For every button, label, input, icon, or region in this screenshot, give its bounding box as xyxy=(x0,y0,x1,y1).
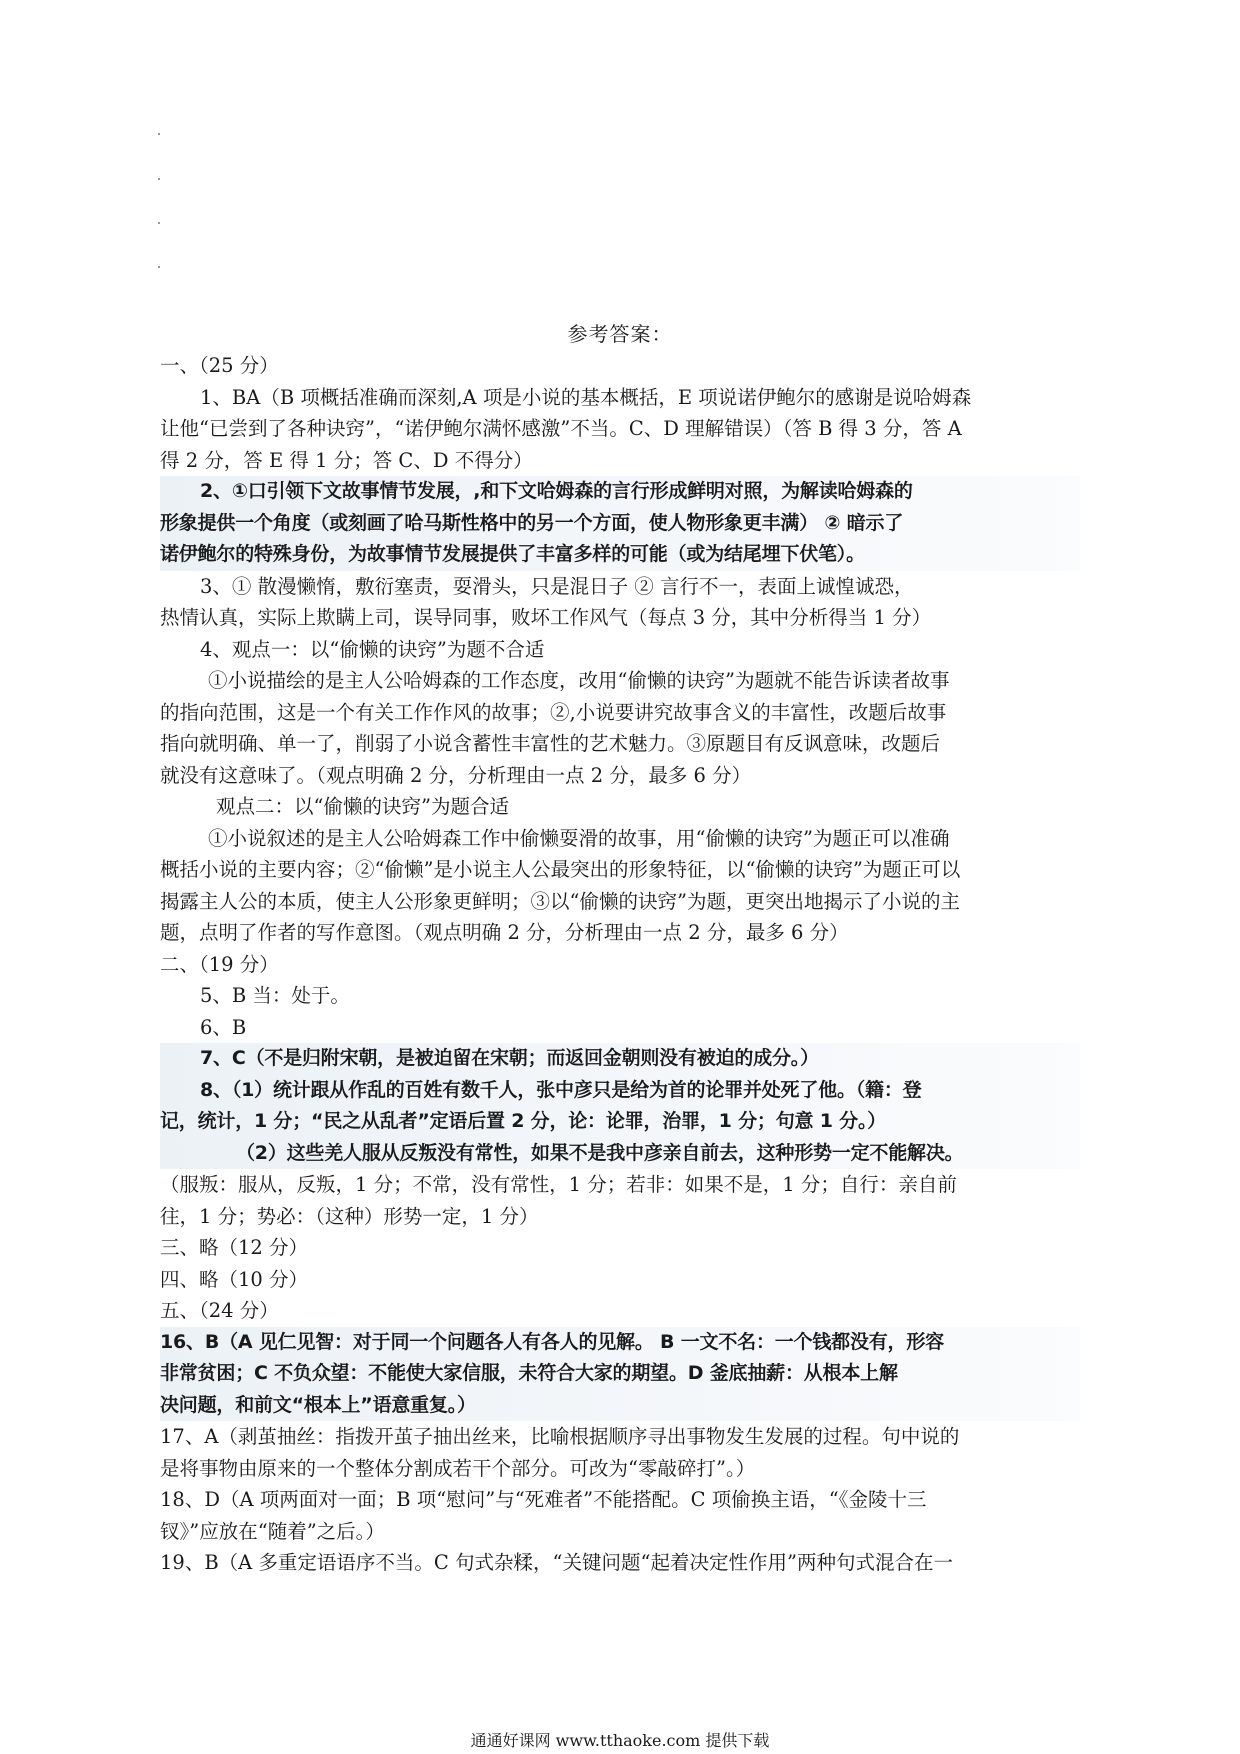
answer-line: 往，1 分；势必：（这种）形势一定，1 分） xyxy=(160,1204,539,1228)
answer-line: ①小说描绘的是主人公哈姆森的工作态度，改用“偷懒的诀窍”为题就不能告诉读者故事 xyxy=(208,669,950,692)
answer-line: 概括小说的主要内容；②“偷懒”是小说主人公最突出的形象特征，以“偷懒的诀窍”为题正可以 xyxy=(160,858,961,881)
answer-line: 形象提供一个角度（或刻画了哈马斯性格中的另一个方面，使人物形象更丰满） ② 暗示了 xyxy=(160,508,1080,540)
answer-line: 决问题，和前文“根本上”语意重复。） xyxy=(160,1390,1080,1422)
answer-line: 揭露主人公的本质，使主人公形象更鲜明；③以“偷懒的诀窍”为题，更突出地揭示了小说的主 xyxy=(160,889,960,913)
answer-line: （2）这些羌人服从反叛没有常性，如果不是我中彦亲自前去，这种形势一定不能解决。 xyxy=(160,1138,1080,1170)
scan-mark xyxy=(158,266,160,268)
answer-line: 观点二：以“偷懒的诀窍”为题合适 xyxy=(216,795,509,818)
answer-line: 题，点明了作者的写作意图。（观点明确 2 分，分析理由一点 2 分，最多 6 分） xyxy=(160,921,849,944)
page-footer: 通通好课网 www.tthaoke.com 提供下载 xyxy=(470,1731,770,1750)
answer-line: 16、B（A 见仁见智：对于同一个问题各人有各人的见解。 B 一文不名：一个钱都没有，形容 xyxy=(160,1327,1080,1359)
answer-line: 五、（24 分） xyxy=(160,1299,279,1322)
answer-line: 诺伊鲍尔的特殊身份，为故事情节发展提供了丰富多样的可能（或为结尾埋下伏笔）。 xyxy=(160,539,1080,571)
answer-line: 4、观点一：以“偷懒的诀窍”为题不合适 xyxy=(200,637,545,661)
answer-line: 1、BA（B 项概括准确而深刻,A 项是小说的基本概括，E 项说诺伊鲍尔的感谢是说哈姆森 xyxy=(200,385,972,409)
answer-line: 指向就明确、单一了，削弱了小说含蓄性丰富性的艺术魅力。③原题目有反讽意味，改题后 xyxy=(160,732,941,755)
answer-line: 一、（25 分） xyxy=(160,354,279,377)
answer-line: 是将事物由原来的一个整体分割成若干个部分。可改为“零敲碎打”。） xyxy=(160,1456,756,1480)
answer-line: 19、B（A 多重定语语序不当。C 句式杂糅，“关键问题“起着决定性作用”两种句式混合在一 xyxy=(160,1551,953,1574)
answer-line: 二、（19 分） xyxy=(160,952,279,976)
answer-line: 3、① 散漫懒惰，敷衍塞责，耍滑头，只是混日子 ② 言行不一，表面上诚惶诚恐， xyxy=(200,574,914,598)
answer-line: 17、A（剥茧抽丝：指拨开茧子抽出丝来，比喻根据顺序寻出事物发生发展的过程。句中说的 xyxy=(160,1425,960,1448)
scan-mark xyxy=(158,133,160,135)
answer-line: 8、（1）统计跟从作乱的百姓有数千人，张中彦只是给为首的论罪并处死了他。（籍：登 xyxy=(160,1075,1080,1107)
answer-line: 四、略（10 分） xyxy=(160,1267,309,1291)
answer-line: 让他“已尝到了各种诀窍”，“诺伊鲍尔满怀感激”不当。C、D 理解错误）（答 B 得 3 分，答 A xyxy=(160,417,962,440)
answer-line: 7、C（不是归附宋朝，是被迫留在宋朝；而返回金朝则没有被迫的成分。） xyxy=(160,1043,1080,1075)
answer-line: 钗》”应放在“随着”之后。） xyxy=(160,1519,385,1543)
scan-mark xyxy=(158,178,160,180)
answer-line: 的指向范围，这是一个有关工作作风的故事；②,小说要讲究故事含义的丰富性，改题后故事 xyxy=(160,700,947,724)
answer-line: 5、B 当：处于。 xyxy=(200,984,350,1007)
answer-line: 得 2 分，答 E 得 1 分；答 C、D 不得分） xyxy=(160,448,533,472)
answer-line: 热情认真，实际上欺瞒上司，误导同事，败坏工作风气（每点 3 分，其中分析得当 1 分） xyxy=(160,606,932,629)
answer-line: 非常贫困；C 不负众望：不能使大家信服，未符合大家的期望。D 釜底抽薪：从根本上解 xyxy=(160,1358,1080,1390)
answer-line: 2、①口引领下文故事情节发展，,和下文哈姆森的言行形成鲜明对照，为解读哈姆森的 xyxy=(160,476,1080,508)
answer-line: （服叛：服从，反叛，1 分；不常，没有常性，1 分；若非：如果不是，1 分；自行：亲自前 xyxy=(160,1173,957,1196)
answer-line: 记，统计，1 分；“民之从乱者”定语后置 2 分，论：论罪，治罪，1 分；句意 1 分。） xyxy=(160,1106,1080,1138)
answer-line: 6、B xyxy=(200,1015,247,1039)
answer-line: 18、D（A 项两面对一面；B 项“慰问”与“死难者”不能搭配。C 项偷换主语，“《金陵十三 xyxy=(160,1488,927,1511)
answer-line: 就没有这意味了。（观点明确 2 分，分析理由一点 2 分，最多 6 分） xyxy=(160,763,752,787)
scan-mark xyxy=(158,222,160,224)
answer-line: ①小说叙述的是主人公哈姆森工作中偷懒耍滑的故事，用“偷懒的诀窍”为题正可以准确 xyxy=(208,826,950,850)
answer-line: 三、略（12 分） xyxy=(160,1236,309,1259)
document-title: 参考答案： xyxy=(567,322,673,346)
answer-body xyxy=(160,350,1080,1579)
